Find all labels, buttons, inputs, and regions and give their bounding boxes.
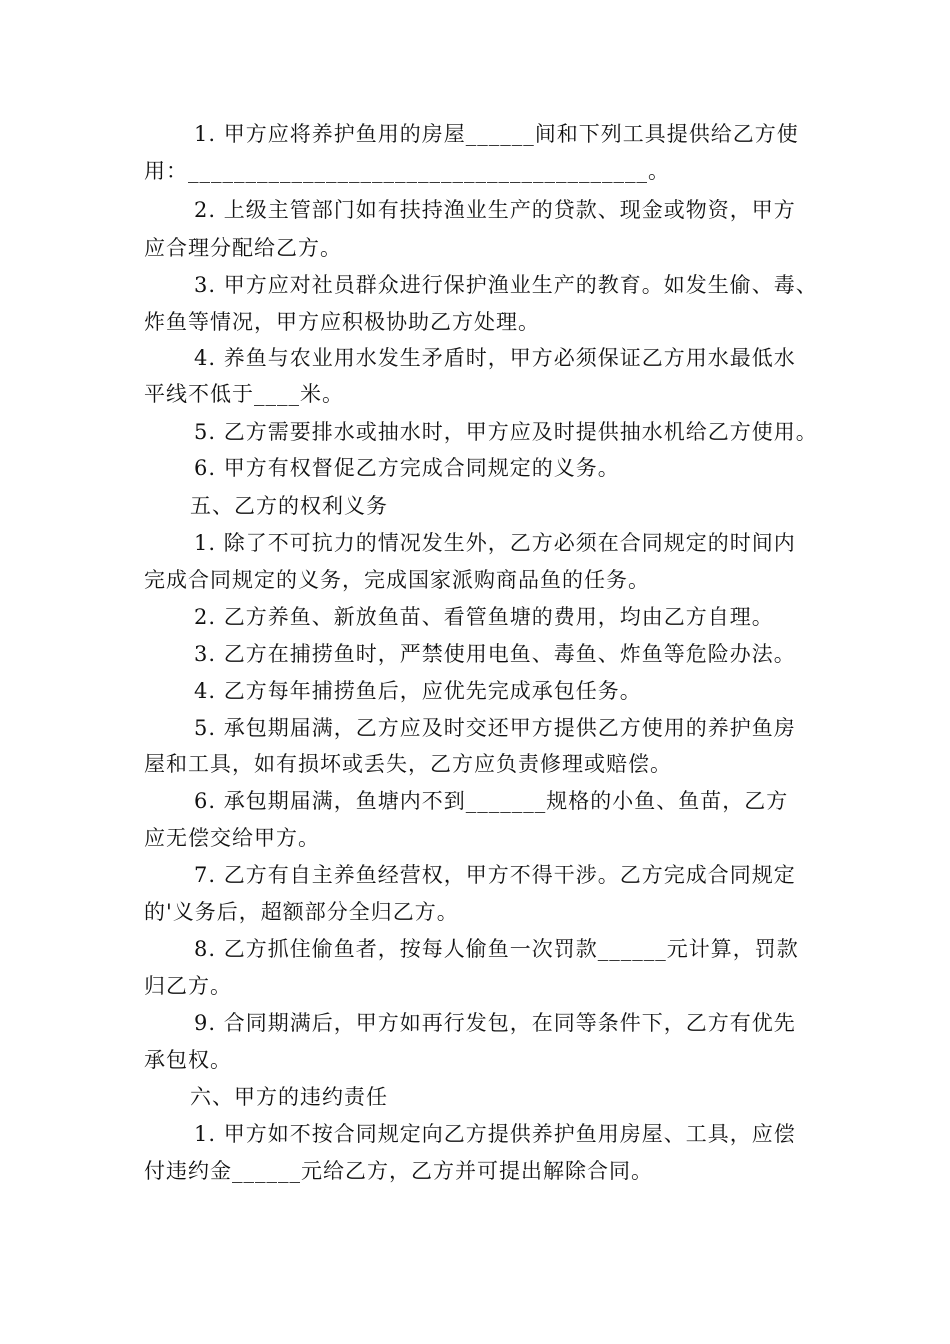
paragraph-line: 炸鱼等情况，甲方应积极协助乙方处理。 <box>144 310 540 334</box>
paragraph-line: 屋和工具，如有损坏或丢失，乙方应负责修理或赔偿。 <box>144 752 672 776</box>
paragraph-line: 3. 乙方在捕捞鱼时，严禁使用电鱼、毒鱼、炸鱼等危险办法。 <box>194 642 796 666</box>
paragraph-line: 用：________________________________________。 <box>144 159 670 183</box>
paragraph-line: 应合理分配给乙方。 <box>144 236 342 260</box>
paragraph-line: 归乙方。 <box>144 974 232 998</box>
paragraph-line: 1. 甲方应将养护鱼用的房屋______间和下列工具提供给乙方使 <box>194 122 799 146</box>
paragraph-line: 6. 甲方有权督促乙方完成合同规定的义务。 <box>194 456 620 480</box>
section-heading: 六、甲方的违约责任 <box>190 1085 388 1109</box>
paragraph-line: 5. 乙方需要排水或抽水时，甲方应及时提供抽水机给乙方使用。 <box>194 420 818 444</box>
paragraph-line: 9. 合同期满后，甲方如再行发包，在同等条件下，乙方有优先 <box>194 1011 796 1035</box>
paragraph-line: 4. 养鱼与农业用水发生矛盾时，甲方必须保证乙方用水最低水 <box>194 346 796 370</box>
paragraph-line: 平线不低于____米。 <box>144 382 344 406</box>
section-heading: 五、乙方的权利义务 <box>190 494 388 518</box>
paragraph-line: 5. 承包期届满，乙方应及时交还甲方提供乙方使用的养护鱼房 <box>194 716 796 740</box>
paragraph-line: 的'义务后，超额部分全归乙方。 <box>144 900 459 924</box>
paragraph-line: 8. 乙方抓住偷鱼者，按每人偷鱼一次罚款______元计算，罚款 <box>194 937 799 961</box>
paragraph-line: 2. 上级主管部门如有扶持渔业生产的贷款、现金或物资，甲方 <box>194 198 796 222</box>
paragraph-line: 2. 乙方养鱼、新放鱼苗、看管鱼塘的费用，均由乙方自理。 <box>194 605 774 629</box>
paragraph-line: 3. 甲方应对社员群众进行保护渔业生产的教育。如发生偷、毒、 <box>194 273 818 297</box>
paragraph-line: 6. 承包期届满，鱼塘内不到_______规格的小鱼、鱼苗，乙方 <box>194 789 789 813</box>
paragraph-line: 1. 除了不可抗力的情况发生外，乙方必须在合同规定的时间内 <box>194 531 796 555</box>
paragraph-line: 7. 乙方有自主养鱼经营权，甲方不得干涉。乙方完成合同规定 <box>194 863 796 887</box>
paragraph-line: 付违约金______元给乙方，乙方并可提出解除合同。 <box>144 1159 653 1183</box>
paragraph-line: 完成合同规定的义务，完成国家派购商品鱼的任务。 <box>144 568 650 592</box>
paragraph-line: 4. 乙方每年捕捞鱼后，应优先完成承包任务。 <box>194 679 642 703</box>
paragraph-line: 承包权。 <box>144 1048 232 1072</box>
paragraph-line: 应无偿交给甲方。 <box>144 826 320 850</box>
paragraph-line: 1. 甲方如不按合同规定向乙方提供养护鱼用房屋、工具，应偿 <box>194 1122 796 1146</box>
